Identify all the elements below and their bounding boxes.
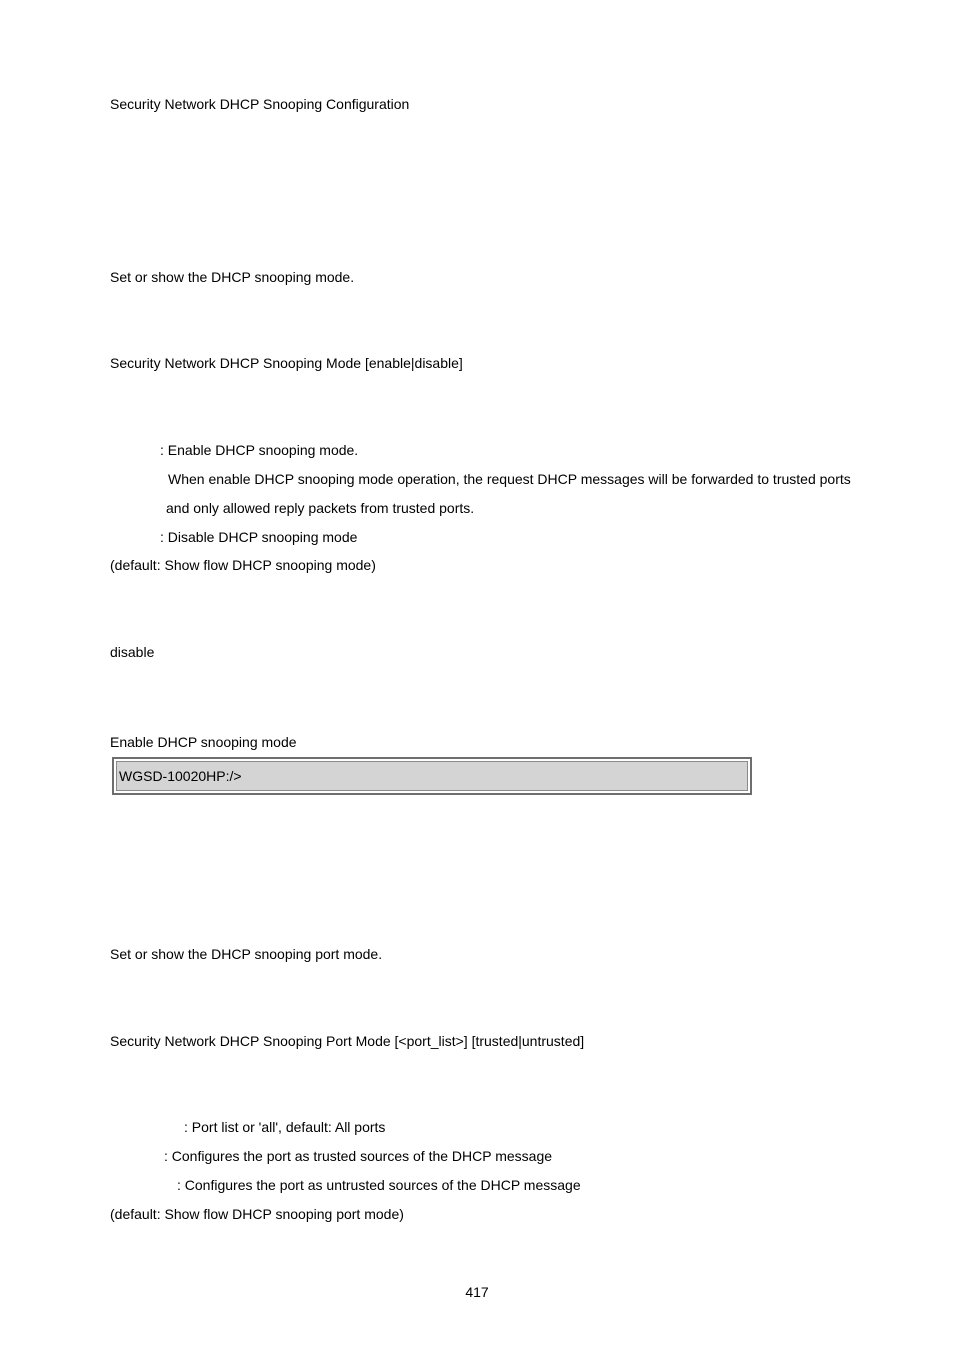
param-trusted: : Configures the port as trusted sources of the DHCP message bbox=[164, 1148, 553, 1164]
param-disable: : Disable DHCP snooping mode bbox=[160, 529, 358, 545]
console-example-box bbox=[112, 757, 752, 795]
default-value: disable bbox=[110, 644, 155, 660]
mode-description: Set or show the DHCP snooping mode. bbox=[110, 269, 355, 285]
example-title: Enable DHCP snooping mode bbox=[110, 734, 297, 750]
port-mode-default-note: (default: Show flow DHCP snooping port mode) bbox=[110, 1206, 404, 1222]
param-port-list: : Port list or 'all', default: All ports bbox=[184, 1119, 386, 1135]
command-reference: Security Network DHCP Snooping Configuration bbox=[110, 96, 410, 112]
param-untrusted: : Configures the port as untrusted sources of the DHCP message bbox=[177, 1177, 581, 1193]
param-enable-detail-2: and only allowed reply packets from trusted ports. bbox=[166, 500, 475, 516]
mode-default-note: (default: Show flow DHCP snooping mode) bbox=[110, 557, 376, 573]
port-mode-description: Set or show the DHCP snooping port mode. bbox=[110, 946, 383, 962]
page-number: 417 bbox=[465, 1284, 489, 1300]
param-enable: : Enable DHCP snooping mode. bbox=[160, 442, 359, 458]
console-prompt: WGSD-10020HP:/> bbox=[119, 768, 242, 784]
mode-syntax: Security Network DHCP Snooping Mode [enable|disable] bbox=[110, 355, 463, 371]
port-mode-syntax: Security Network DHCP Snooping Port Mode [<port_list>] [trusted|untrusted] bbox=[110, 1033, 585, 1049]
param-enable-detail-1: When enable DHCP snooping mode operation, the request DHCP messages will be forwarded to trusted ports bbox=[168, 471, 851, 487]
